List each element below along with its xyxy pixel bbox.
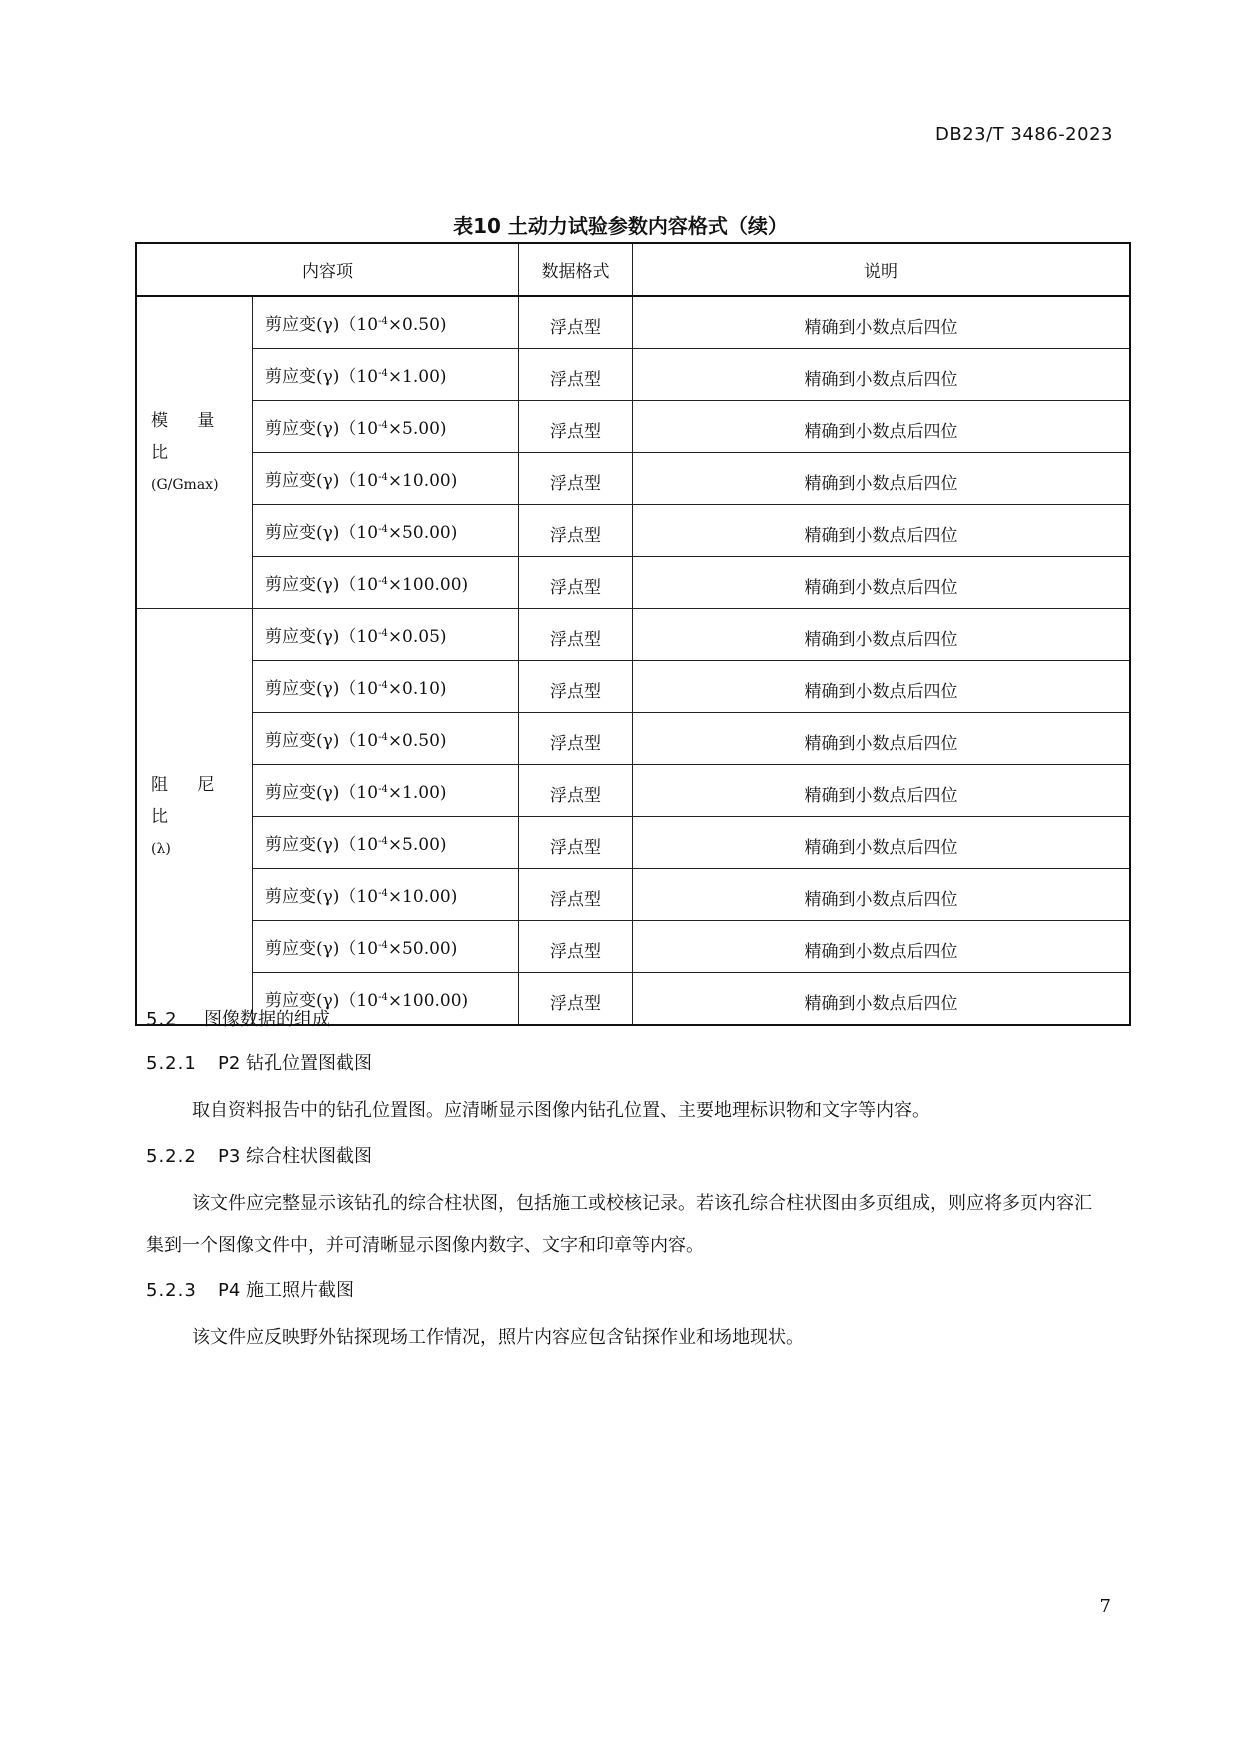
page-number: 7 (1099, 1596, 1111, 1617)
item-exponent: -4 (378, 368, 388, 379)
format-cell: 浮点型 (519, 817, 633, 869)
section-number: 5.2.2 (146, 1146, 197, 1167)
table-row (136, 296, 1130, 349)
item-text: 剪应变(γ)（10 (265, 523, 379, 543)
item-text: 剪应变(γ)（10 (265, 679, 379, 699)
format-cell: 浮点型 (519, 557, 633, 609)
item-cell (253, 401, 519, 453)
description-cell: 精确到小数点后四位 (633, 869, 1131, 921)
table-row (136, 453, 1130, 505)
item-text: 剪应变(γ)（10 (265, 315, 379, 335)
section-5-2-1 (146, 1049, 372, 1075)
item-text-suffix: ×5.00) (387, 835, 447, 855)
section-title: P4 施工照片截图 (218, 1280, 355, 1301)
format-cell: 浮点型 (519, 921, 633, 973)
header-desc: 说明 (633, 243, 1131, 296)
item-text-suffix: ×1.00) (387, 367, 447, 387)
description-cell: 精确到小数点后四位 (633, 765, 1131, 817)
item-text-suffix: ×100.00) (387, 575, 469, 595)
item-cell (253, 349, 519, 401)
table-row (136, 401, 1130, 453)
description-cell: 精确到小数点后四位 (633, 349, 1131, 401)
format-cell: 浮点型 (519, 973, 633, 1026)
table-row (136, 609, 1130, 661)
format-cell: 浮点型 (519, 609, 633, 661)
item-text: 剪应变(γ)（10 (265, 783, 379, 803)
parameter-table (135, 242, 1131, 1026)
item-text: 剪应变(γ)（10 (265, 991, 379, 1011)
item-text: 剪应变(γ)（10 (265, 575, 379, 595)
item-text-suffix: ×0.10) (387, 679, 447, 699)
paragraph-5-2-1: 取自资料报告中的钻孔位置图。应清晰显示图像内钻孔位置、主要地理标识物和文字等内容。 (192, 1100, 930, 1121)
section-title: 图像数据的组成 (204, 1009, 330, 1030)
description-cell: 精确到小数点后四位 (633, 817, 1131, 869)
section-5-2-2 (146, 1142, 372, 1168)
format-cell: 浮点型 (519, 349, 633, 401)
item-exponent: -4 (378, 420, 388, 431)
table-header-row (136, 243, 1130, 296)
item-text-suffix: ×100.00) (387, 991, 469, 1011)
table-row (136, 765, 1130, 817)
description-cell: 精确到小数点后四位 (633, 557, 1131, 609)
item-exponent: -4 (378, 836, 388, 847)
item-cell (253, 661, 519, 713)
item-cell (253, 713, 519, 765)
item-exponent: -4 (378, 784, 388, 795)
item-text-suffix: ×10.00) (387, 471, 458, 491)
group-label-name: 阻 尼 比 (151, 774, 227, 827)
format-cell: 浮点型 (519, 401, 633, 453)
item-text: 剪应变(γ)（10 (265, 939, 379, 959)
item-text: 剪应变(γ)（10 (265, 835, 379, 855)
section-number: 5.2.1 (146, 1053, 197, 1074)
item-cell (253, 817, 519, 869)
item-text: 剪应变(γ)（10 (265, 367, 379, 387)
table-row (136, 817, 1130, 869)
item-exponent: -4 (378, 888, 388, 899)
item-text-suffix: ×50.00) (387, 523, 458, 543)
item-text-suffix: ×5.00) (387, 419, 447, 439)
item-text-suffix: ×0.50) (387, 315, 447, 335)
item-text: 剪应变(γ)（10 (265, 471, 379, 491)
item-exponent: -4 (378, 576, 388, 587)
description-cell: 精确到小数点后四位 (633, 505, 1131, 557)
item-cell (253, 453, 519, 505)
item-cell (253, 557, 519, 609)
format-cell: 浮点型 (519, 453, 633, 505)
table-row (136, 869, 1130, 921)
table-row (136, 557, 1130, 609)
group-label-symbol: (G/Gmax) (151, 476, 219, 493)
item-text: 剪应变(γ)（10 (265, 887, 379, 907)
group-label-name: 模 量 比 (151, 410, 227, 463)
item-text-suffix: ×50.00) (387, 939, 458, 959)
header-content: 内容项 (136, 243, 519, 296)
format-cell: 浮点型 (519, 296, 633, 349)
format-cell: 浮点型 (519, 713, 633, 765)
format-cell: 浮点型 (519, 765, 633, 817)
description-cell: 精确到小数点后四位 (633, 921, 1131, 973)
table-row (136, 505, 1130, 557)
description-cell: 精确到小数点后四位 (633, 401, 1131, 453)
description-cell: 精确到小数点后四位 (633, 973, 1131, 1026)
section-title: P3 综合柱状图截图 (218, 1146, 373, 1167)
paragraph-5-2-2: 该文件应完整显示该钻孔的综合柱状图，包括施工或校核记录。若该孔综合柱状图由多页组成，则应将多页内容汇集到一个图像文件中，并可清晰显示图像内数字、文字和印章等内容。 (146, 1193, 1092, 1256)
item-text-suffix: ×0.50) (387, 731, 447, 751)
table-row (136, 921, 1130, 973)
table-body (136, 296, 1130, 1025)
item-exponent: -4 (378, 732, 388, 743)
item-cell (253, 869, 519, 921)
group-label (136, 296, 253, 609)
item-exponent: -4 (378, 628, 388, 639)
description-cell: 精确到小数点后四位 (633, 453, 1131, 505)
format-cell: 浮点型 (519, 505, 633, 557)
format-cell: 浮点型 (519, 869, 633, 921)
item-cell (253, 505, 519, 557)
item-exponent: -4 (378, 940, 388, 951)
group-label (136, 609, 253, 1026)
table-row (136, 349, 1130, 401)
item-text-suffix: ×1.00) (387, 783, 447, 803)
item-cell (253, 765, 519, 817)
item-exponent: -4 (378, 316, 388, 327)
item-cell (253, 296, 519, 349)
group-label-symbol: (λ) (151, 840, 171, 857)
section-5-2 (146, 1005, 330, 1031)
item-text: 剪应变(γ)（10 (265, 419, 379, 439)
section-5-2-3 (146, 1276, 354, 1302)
item-exponent: -4 (378, 680, 388, 691)
item-cell (253, 921, 519, 973)
format-cell: 浮点型 (519, 661, 633, 713)
item-text-suffix: ×10.00) (387, 887, 458, 907)
item-cell (253, 609, 519, 661)
item-text: 剪应变(γ)（10 (265, 731, 379, 751)
table-row (136, 713, 1130, 765)
table-title: 表10 土动力试验参数内容格式（续） (453, 214, 788, 238)
standard-code: DB23/T 3486-2023 (934, 124, 1113, 145)
item-exponent: -4 (378, 992, 388, 1003)
section-number: 5.2.3 (146, 1280, 197, 1301)
section-number: 5.2 (146, 1009, 178, 1030)
paragraph-5-2-3: 该文件应反映野外钻探现场工作情况，照片内容应包含钻探作业和场地现状。 (192, 1327, 804, 1348)
section-title: P2 钻孔位置图截图 (218, 1053, 373, 1074)
description-cell: 精确到小数点后四位 (633, 661, 1131, 713)
description-cell: 精确到小数点后四位 (633, 609, 1131, 661)
item-text-suffix: ×0.05) (387, 627, 447, 647)
item-exponent: -4 (378, 524, 388, 535)
item-exponent: -4 (378, 472, 388, 483)
header-format: 数据格式 (519, 243, 633, 296)
item-text: 剪应变(γ)（10 (265, 627, 379, 647)
description-cell: 精确到小数点后四位 (633, 713, 1131, 765)
description-cell: 精确到小数点后四位 (633, 296, 1131, 349)
table-row (136, 661, 1130, 713)
